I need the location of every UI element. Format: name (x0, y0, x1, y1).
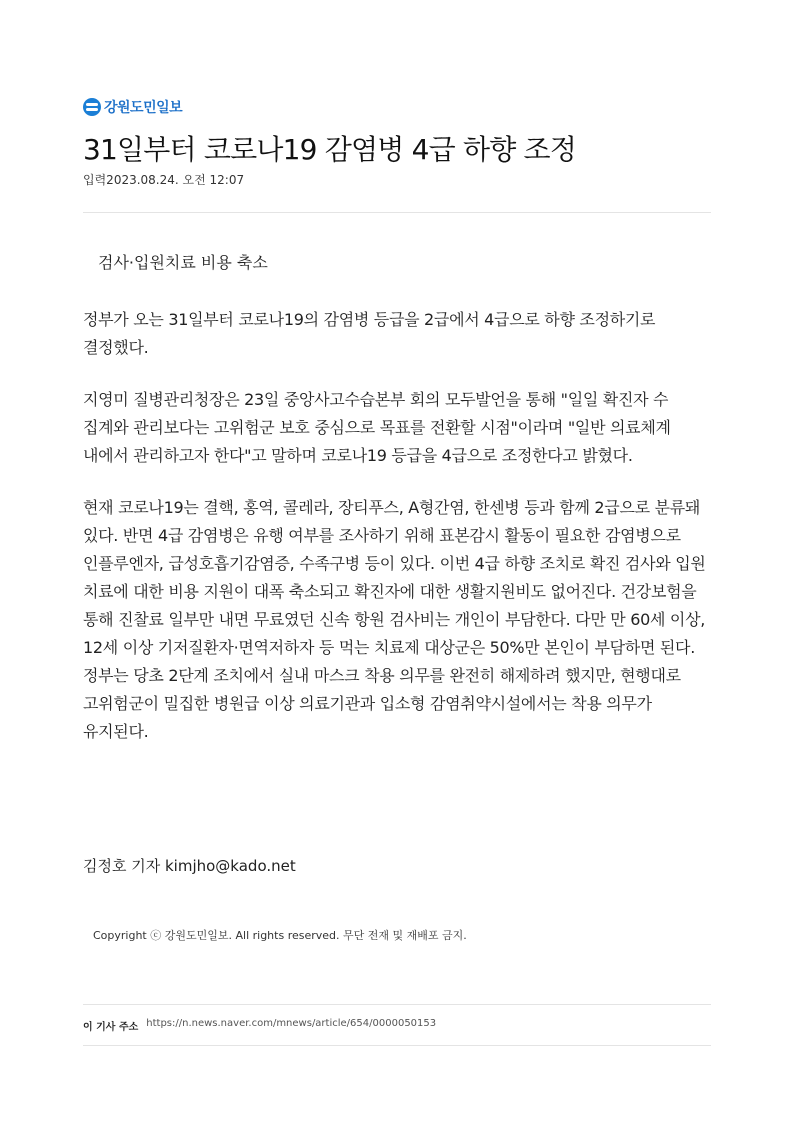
copyright-notice: Copyright ⓒ 강원도민일보. All rights reserved. 무단 전재 및 재배포 금지. (93, 929, 467, 942)
article-dateline: 입력2023.08.24. 오전 12:07 (83, 173, 245, 187)
footer-bottom-divider (83, 1045, 711, 1046)
press-logo[interactable] (83, 96, 182, 118)
article-paragraph: 정부가 오는 31일부터 코로나19의 감염병 등급을 2급에서 4급으로 하향 조정하기로 결정했다. (83, 310, 656, 357)
source-url-link[interactable]: https://n.news.naver.com/mnews/article/654/0000050153 (146, 1018, 437, 1029)
press-logo-text: 강원도민일보 (104, 100, 183, 116)
article-body (83, 306, 711, 770)
article-paragraph: 현재 코로나19는 결핵, 홍역, 콜레라, 장티푸스, A형간염, 한센병 등과 함께 2급으로 분류돼 있다. 반면 4급 감염병은 유행 여부를 조사하기 위해 표본감시 활동이 필요한 감염병으로 인플루엔자, 급성호흡기감염증, 수족구병 등이 있다. 이번 4급 하향 조치로 확진 검사와 입원 치료에 대한 비용 지원이 대폭 축소되고 확진자에 대한 생활지원비도 없어진다. 건강보험을 통해 진찰료 일부만 내면 무료였던 신속 항원 검사비는 개인이 부담한다. 다만 만 60세 이상, 12세 이상 기저질환자·면역저하자 등 먹는 치료제 대상군은 50%만 본인이 부담하면 된다. 정부는 당초 2단계 조치에서 실내 마스크 착용 의무를 완전히 해제하려 했지만, 현행대로 고위험군이 밀집한 병원급 이상 의료기관과 입소형 감염취약시설에서는 착용 의무가 유지된다. (83, 498, 706, 741)
article-byline: 김정호 기자 kimjho@kado.net (83, 857, 296, 875)
article-subtitle: 검사·입원치료 비용 축소 (98, 253, 268, 272)
source-label: 이 기사 주소 (83, 1022, 139, 1033)
footer-divider (83, 1004, 711, 1005)
article-title: 31일부터 코로나19 감염병 4급 하향 조정 (83, 133, 577, 166)
article-source-row (83, 1018, 436, 1033)
article-paragraph: 지영미 질병관리청장은 23일 중앙사고수습본부 회의 모두발언을 통해 "일일 확진자 수 집계와 관리보다는 고위험군 보호 중심으로 목표를 전환할 시점"이라며 "일반 의료체계 내에서 관리하고자 한다"고 말하며 코로나19 등급을 4급으로 조정한다고 밝혔다. (83, 390, 671, 465)
gangwon-logo-icon (83, 98, 101, 116)
header-divider (83, 212, 711, 213)
